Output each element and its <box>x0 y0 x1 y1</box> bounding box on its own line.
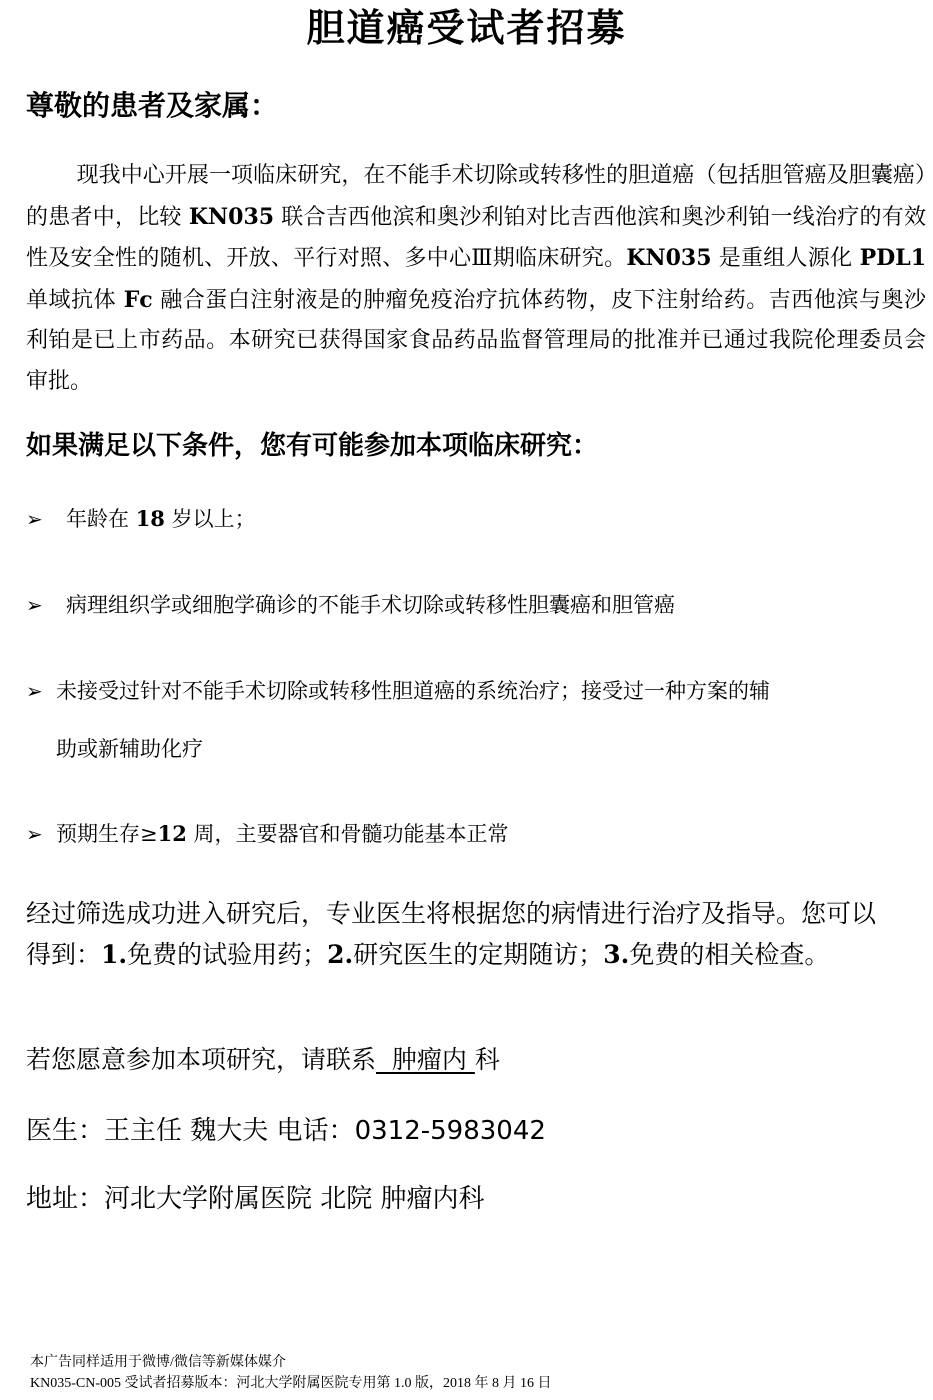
arrow-bullet-icon: ➢ <box>26 822 43 846</box>
arrow-bullet-icon: ➢ <box>26 507 43 531</box>
criteria-item-age: ➢ 年龄在 18 岁以上； <box>26 500 926 538</box>
benefits-paragraph: 经过筛选成功进入研究后，专业医生将根据您的病情进行治疗及指导。您可以得到：1.免费的试验用药；2.研究医生的定期随访；3.免费的相关检查。 <box>26 899 877 969</box>
doctor-line <box>26 1110 546 1152</box>
doctor-names: 王主任 魏大夫 <box>104 1116 269 1146</box>
criteria-heading: 如果满足以下条件，您有可能参加本项临床研究： <box>26 431 599 461</box>
doctor-label: 医生： <box>26 1116 105 1146</box>
intro-paragraph <box>26 156 926 402</box>
footer-line-1: 本广告同样适用于微博/微信等新媒体媒介 <box>30 1355 286 1370</box>
address-label: 地址： <box>26 1184 105 1214</box>
target-name: PDL1 <box>859 245 927 271</box>
intro-text-2: 联合吉西他滨和奥沙利铂对比吉西他滨和奥沙利铂一线治疗的有效性及安全性的随机、开放、平行对照、多中心Ⅲ期临床研究。 <box>26 204 926 271</box>
page-title: 胆道癌受试者招募 <box>306 5 627 50</box>
phone-label: 电话： <box>276 1116 355 1146</box>
intro-text-4: 单域抗体 <box>26 287 124 313</box>
intro-text-5: 融合蛋白注射液是的肿瘤免疫治疗抗体药物，皮下注射给药。吉西他滨与奥沙利铂是已上市药品。本研究已获得国家食品药品监督管理局的批准并已通过我院伦理委员会审批。 <box>26 287 926 394</box>
contact-department: 肿瘤内 <box>376 1045 475 1074</box>
drug-name: KN035 <box>188 203 275 230</box>
fc-name: Fc <box>123 286 153 313</box>
arrow-bullet-icon: ➢ <box>26 593 43 617</box>
phone-number: 0312-5983042 <box>354 1116 546 1146</box>
footer-line-2: KN035-CN-005 受试者招募版本：河北大学附属医院专用第 1.0 版，2018 年 8 月 16 日 <box>30 1376 552 1391</box>
arrow-bullet-icon: ➢ <box>26 679 43 703</box>
footer-note <box>30 1352 552 1394</box>
criteria-item-survival: ➢ 预期生存≥12 周，主要器官和骨髓功能基本正常 <box>26 815 926 853</box>
salutation: 尊敬的患者及家属： <box>26 89 279 122</box>
intro-text-3: 是重组人源化 <box>711 246 860 271</box>
criteria-item-continuation: 助或新辅助化疗 <box>56 737 203 761</box>
criteria-item-diagnosis: ➢ 病理组织学或细胞学确诊的不能手术切除或转移性胆囊癌和胆管癌 <box>26 586 926 624</box>
address-value: 河北大学附属医院 北院 肿瘤内科 <box>104 1184 485 1214</box>
contact-line: 若您愿意参加本项研究，请联系 肿瘤内 科 <box>26 1045 500 1074</box>
drug-name: KN035 <box>626 245 712 271</box>
criteria-item-prior-treatment: ➢ 未接受过针对不能手术切除或转移性胆道癌的系统治疗；接受过一种方案的辅 助或新辅助化疗 <box>26 672 926 768</box>
address-line <box>26 1178 485 1220</box>
intro-text-1: 现我中心开展一项临床研究，在不能手术切除或转移性的胆道癌（包括胆管癌及胆囊癌）的患者中，比较 <box>26 163 926 230</box>
